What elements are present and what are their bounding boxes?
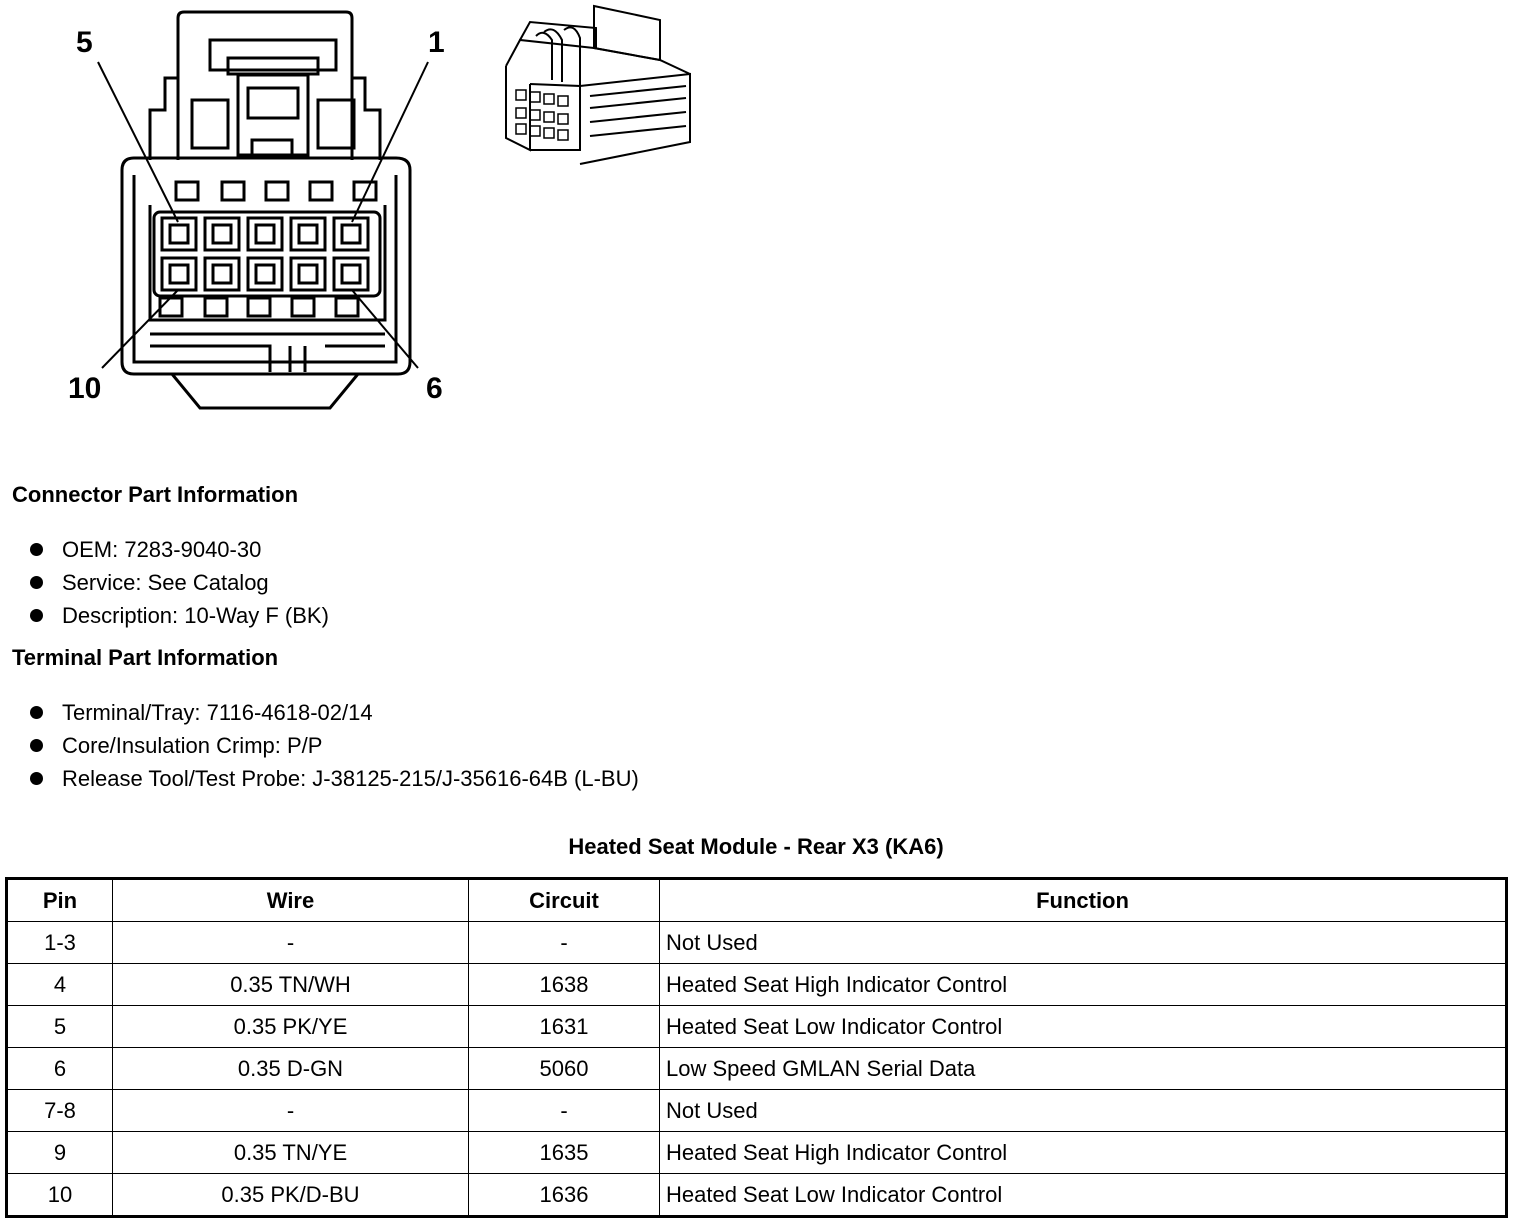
cell-wire: 0.35 D-GN bbox=[113, 1048, 469, 1090]
list-item: Service: See Catalog bbox=[28, 566, 329, 599]
cell-circuit: 1635 bbox=[469, 1132, 660, 1174]
cell-pin: 4 bbox=[7, 964, 113, 1006]
list-item: Description: 10-Way F (BK) bbox=[28, 599, 329, 632]
cell-function: Not Used bbox=[660, 922, 1507, 964]
cell-circuit: 1638 bbox=[469, 964, 660, 1006]
terminal-info-list bbox=[28, 696, 639, 795]
table-row bbox=[7, 922, 1507, 964]
list-item: OEM: 7283-9040-30 bbox=[28, 533, 329, 566]
header-circuit: Circuit bbox=[469, 879, 660, 922]
cell-function: Heated Seat High Indicator Control bbox=[660, 1132, 1507, 1174]
table-row bbox=[7, 1174, 1507, 1217]
cell-pin: 7-8 bbox=[7, 1090, 113, 1132]
cell-circuit: - bbox=[469, 1090, 660, 1132]
table-title: Heated Seat Module - Rear X3 (KA6) bbox=[568, 834, 944, 859]
cell-circuit: - bbox=[469, 922, 660, 964]
cell-wire: - bbox=[113, 922, 469, 964]
header-function: Function bbox=[660, 879, 1507, 922]
cell-pin: 6 bbox=[7, 1048, 113, 1090]
list-item: Core/Insulation Crimp: P/P bbox=[28, 729, 639, 762]
connector-face-diagram bbox=[0, 0, 470, 420]
cell-pin: 9 bbox=[7, 1132, 113, 1174]
terminal-info-title: Terminal Part Information bbox=[12, 645, 279, 670]
cell-circuit: 5060 bbox=[469, 1048, 660, 1090]
header-wire: Wire bbox=[113, 879, 469, 922]
connector-info-list bbox=[28, 533, 329, 632]
cell-pin: 10 bbox=[7, 1174, 113, 1217]
table-row bbox=[7, 1048, 1507, 1090]
cell-function: Heated Seat High Indicator Control bbox=[660, 964, 1507, 1006]
cell-wire: 0.35 PK/D-BU bbox=[113, 1174, 469, 1217]
cell-function: Low Speed GMLAN Serial Data bbox=[660, 1048, 1507, 1090]
cell-circuit: 1636 bbox=[469, 1174, 660, 1217]
pin-label-6: 6 bbox=[426, 372, 443, 405]
header-pin: Pin bbox=[7, 879, 113, 922]
cell-wire: 0.35 TN/WH bbox=[113, 964, 469, 1006]
cell-wire: - bbox=[113, 1090, 469, 1132]
cell-pin: 1-3 bbox=[7, 922, 113, 964]
list-item: Release Tool/Test Probe: J-38125-215/J-35616-64B (L-BU) bbox=[28, 762, 639, 795]
table-row bbox=[7, 1090, 1507, 1132]
table-row bbox=[7, 1132, 1507, 1174]
cell-function: Not Used bbox=[660, 1090, 1507, 1132]
cell-pin: 5 bbox=[7, 1006, 113, 1048]
pin-label-10: 10 bbox=[68, 372, 102, 405]
cell-wire: 0.35 TN/YE bbox=[113, 1132, 469, 1174]
table-row bbox=[7, 964, 1507, 1006]
cell-circuit: 1631 bbox=[469, 1006, 660, 1048]
pin-label-5: 5 bbox=[76, 26, 93, 59]
cell-function: Heated Seat Low Indicator Control bbox=[660, 1006, 1507, 1048]
cell-wire: 0.35 PK/YE bbox=[113, 1006, 469, 1048]
table-header-row bbox=[7, 879, 1507, 922]
connector-info-title: Connector Part Information bbox=[12, 482, 299, 507]
list-item: Terminal/Tray: 7116-4618-02/14 bbox=[28, 696, 639, 729]
pin-label-1: 1 bbox=[428, 26, 445, 59]
connector-isometric-image bbox=[500, 0, 700, 170]
table-row bbox=[7, 1006, 1507, 1048]
cell-function: Heated Seat Low Indicator Control bbox=[660, 1174, 1507, 1217]
pinout-table bbox=[5, 877, 1508, 1218]
